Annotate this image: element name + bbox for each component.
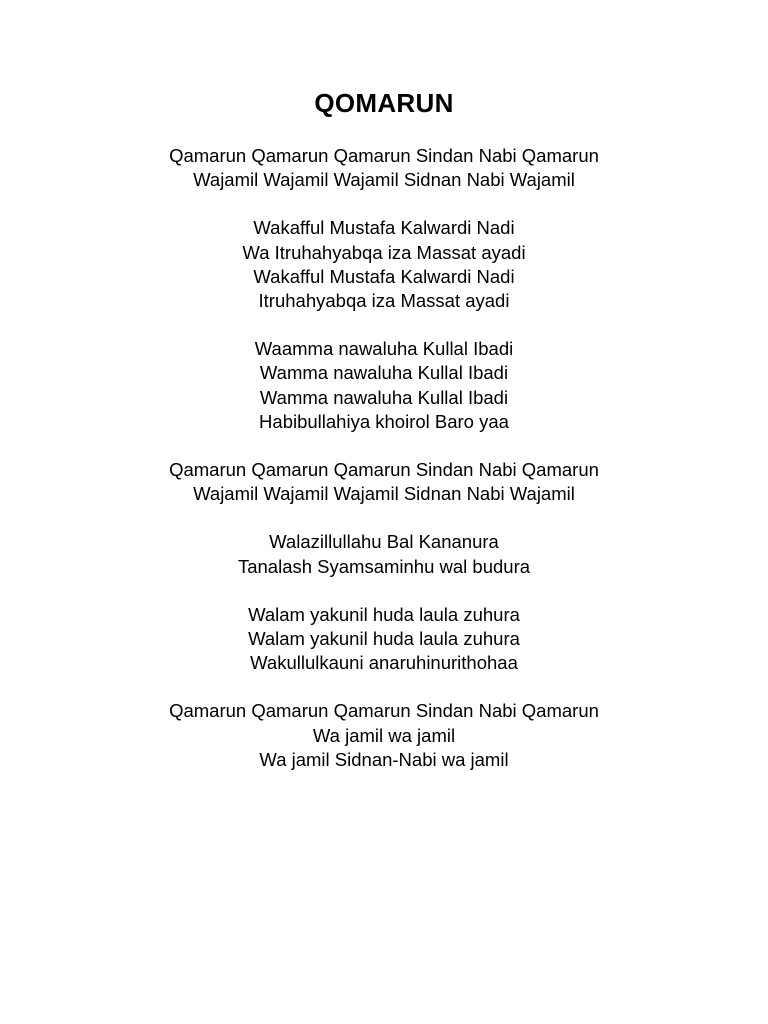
lyric-line: Wamma nawaluha Kullal Ibadi — [259, 362, 509, 384]
stanza-2 — [0, 216, 768, 313]
stanza-4 — [0, 458, 768, 506]
lyric-line: Waamma nawaluha Kullal Ibadi — [254, 338, 514, 360]
lyric-line: Wajamil Wajamil Wajamil Sidnan Nabi Wajamil — [193, 483, 575, 505]
lyric-line: Habibullahiya khoirol Baro yaa — [259, 410, 509, 432]
stanza-6 — [0, 603, 768, 676]
lyric-line: Qamarun Qamarun Qamarun Sindan Nabi Qamarun — [169, 459, 599, 481]
lyric-line: Wakullulkauni anaruhinurithohaa — [250, 652, 518, 674]
lyric-line: Qamarun Qamarun Qamarun Sindan Nabi Qamarun — [169, 700, 599, 722]
lyric-line: Wamma nawaluha Kullal Ibadi — [259, 386, 509, 408]
lyric-line: Wa jamil Sidnan-Nabi wa jamil — [259, 748, 509, 770]
lyric-line: Walam yakunil huda laula zuhura — [248, 628, 520, 650]
stanza-7 — [0, 699, 768, 772]
song-title: QOMARUN — [314, 88, 454, 118]
stanza-5 — [0, 530, 768, 578]
lyric-line: Wa jamil wa jamil — [312, 724, 456, 746]
lyric-line: Walam yakunil huda laula zuhura — [248, 603, 520, 625]
lyric-line: Wa Itruhahyabqa iza Massat ayadi — [242, 241, 526, 263]
lyric-line: Walazillullahu Bal Kananura — [269, 531, 499, 553]
lyric-line: Qamarun Qamarun Qamarun Sindan Nabi Qamarun — [169, 145, 599, 166]
lyrics-body — [0, 144, 768, 796]
lyric-line: Itruhahyabqa iza Massat ayadi — [258, 290, 510, 312]
lyric-line: Wakafful Mustafa Kalwardi Nadi — [253, 265, 515, 287]
stanza-1 — [0, 144, 768, 192]
stanza-3 — [0, 337, 768, 434]
lyric-line: Tanalash Syamsaminhu wal budura — [237, 555, 531, 577]
lyric-line: Wakafful Mustafa Kalwardi Nadi — [253, 217, 515, 239]
lyric-line: Wajamil Wajamil Wajamil Sidnan Nabi Wajamil — [193, 169, 575, 191]
